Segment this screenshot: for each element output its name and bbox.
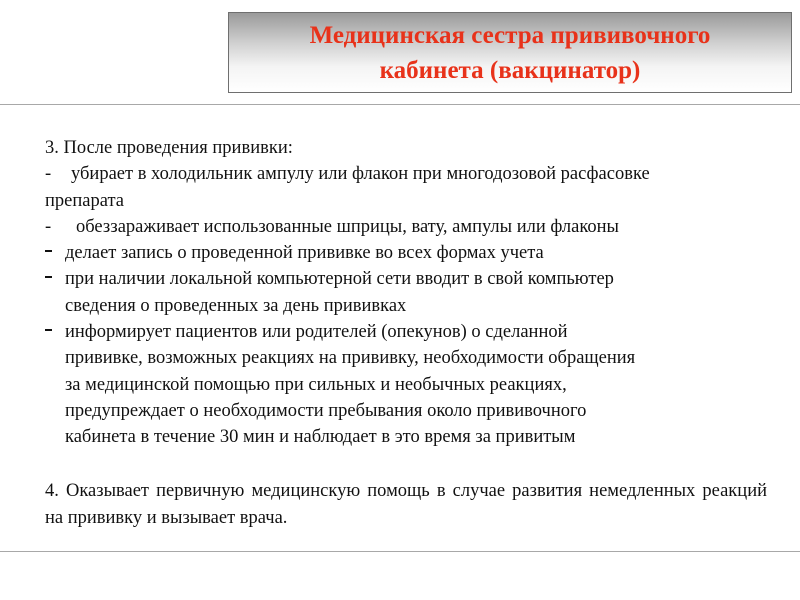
paragraph-4: 4. Оказывает первичную медицинскую помощь в случае развития немедленных реакций на прививку и вызывает врача. — [45, 480, 767, 528]
list-item-4-line-2: сведения о проведенных за день прививках — [65, 295, 407, 316]
list-item-5-line-1: информирует пациентов или родителей (опекунов) о сделанной — [65, 322, 568, 343]
dash-marker: - — [45, 164, 52, 185]
list-item-2-text: обеззараживает использованные шприцы, вату, ампулы или флаконы — [76, 216, 619, 237]
list-item-3 — [45, 240, 767, 266]
slide-body — [45, 135, 767, 532]
title-box — [228, 12, 792, 93]
dash-marker: - — [45, 216, 52, 237]
list-item-5-line-2: прививке, возможных реакциях на прививку, необходимости обращения — [65, 348, 636, 369]
section-heading: 3. После проведения прививки: — [45, 138, 293, 158]
list-item-5-line-3: за медицинской помощью при сильных и необычных реакциях, — [65, 374, 567, 395]
list-item-1 — [45, 161, 767, 187]
list-item-3-text: делает запись о проведенной прививке во всех формах учета — [65, 243, 544, 264]
paragraph-gap — [45, 451, 767, 478]
list-item-1-continuation: препарата — [45, 190, 124, 211]
list-item-5-line-4: предупреждает о необходимости пребывания около прививочного — [65, 400, 587, 421]
list-item-1-text: убирает в холодильник ампулу или флакон при многодозовой расфасовке — [71, 164, 650, 185]
title-line-2: кабинета (вакцинатор) — [379, 56, 641, 84]
top-divider — [0, 104, 800, 105]
list-item-5-line-5: кабинета в течение 30 мин и наблюдает в это время за привитым — [65, 427, 576, 448]
bottom-divider — [0, 551, 800, 552]
title-line-1: Медицинская сестра прививочного — [309, 21, 711, 49]
list-item-2 — [45, 214, 767, 240]
list-item-5 — [45, 319, 767, 450]
list-item-4 — [45, 266, 767, 319]
list-item-4-line-1: при наличии локальной компьютерной сети вводит в свой компьютер — [65, 269, 614, 290]
